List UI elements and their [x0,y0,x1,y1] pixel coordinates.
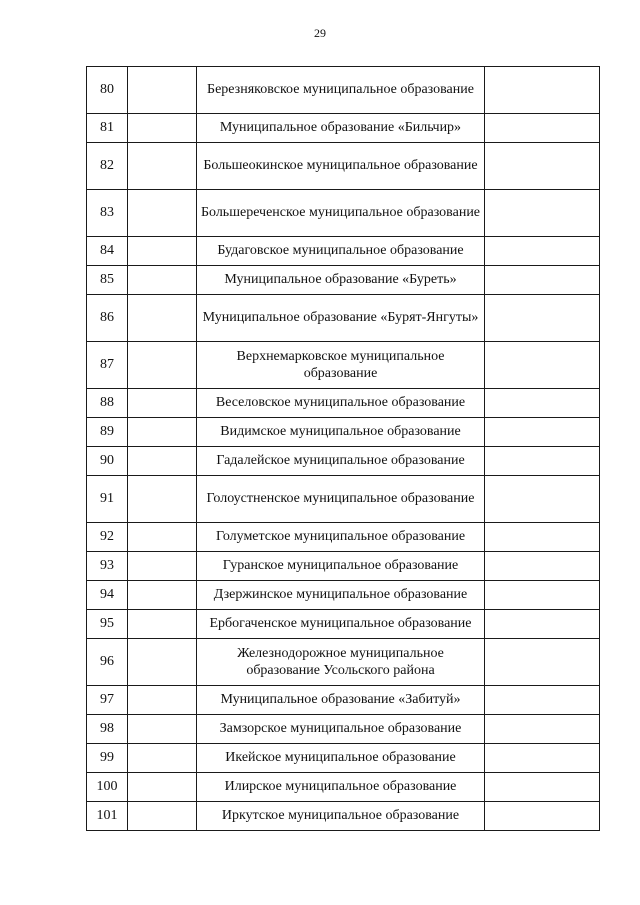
municipality-name-cell: Голуметское муниципальное образование [197,523,485,552]
row-number-cell: 95 [87,610,128,639]
row-number-cell: 82 [87,143,128,190]
empty-cell [485,744,600,773]
empty-cell [128,418,197,447]
empty-cell [485,610,600,639]
table-row [87,266,600,295]
row-number-cell: 88 [87,389,128,418]
municipality-name-cell: Муниципальное образование «Бурят-Янгуты» [197,295,485,342]
row-number-cell: 81 [87,114,128,143]
row-number-cell: 96 [87,639,128,686]
row-number-cell: 100 [87,773,128,802]
empty-cell [485,143,600,190]
municipality-name-cell: Ербогаченское муниципальное образование [197,610,485,639]
row-number-cell: 98 [87,715,128,744]
table-row [87,744,600,773]
municipality-name-cell: Большереченское муниципальное образование [197,190,485,237]
table-row [87,143,600,190]
empty-cell [128,114,197,143]
empty-cell [485,773,600,802]
municipality-table [86,66,600,831]
municipality-name-cell: Голоустненское муниципальное образование [197,476,485,523]
row-number-cell: 84 [87,237,128,266]
empty-cell [485,476,600,523]
table-row [87,389,600,418]
municipality-name-cell: Муниципальное образование «Буреть» [197,266,485,295]
row-number-cell: 94 [87,581,128,610]
row-number-cell: 87 [87,342,128,389]
empty-cell [128,266,197,295]
row-number-cell: 92 [87,523,128,552]
table-row [87,190,600,237]
empty-cell [485,114,600,143]
municipality-name-cell: Гадалейское муниципальное образование [197,447,485,476]
empty-cell [485,639,600,686]
municipality-name-cell: Железнодорожное муниципальное образование Усольского района [197,639,485,686]
empty-cell [128,686,197,715]
table-row [87,237,600,266]
table-row [87,773,600,802]
page-number: 29 [314,26,326,40]
empty-cell [128,523,197,552]
municipality-name-cell: Замзорское муниципальное образование [197,715,485,744]
empty-cell [485,266,600,295]
table-row [87,639,600,686]
municipality-name-cell: Веселовское муниципальное образование [197,389,485,418]
table-row [87,476,600,523]
empty-cell [128,237,197,266]
table-row [87,610,600,639]
municipality-name-cell: Верхнемарковское муниципальное образование [197,342,485,389]
empty-cell [128,802,197,831]
empty-cell [128,610,197,639]
empty-cell [128,744,197,773]
empty-cell [128,190,197,237]
municipality-name-cell: Илирское муниципальное образование [197,773,485,802]
municipality-name-cell: Гуранское муниципальное образование [197,552,485,581]
empty-cell [485,342,600,389]
table-row [87,581,600,610]
table-row [87,114,600,143]
row-number-cell: 93 [87,552,128,581]
table-row [87,447,600,476]
municipality-name-cell: Муниципальное образование «Бильчир» [197,114,485,143]
table-row [87,295,600,342]
empty-cell [485,686,600,715]
empty-cell [128,447,197,476]
row-number-cell: 86 [87,295,128,342]
empty-cell [485,802,600,831]
empty-cell [128,342,197,389]
empty-cell [128,715,197,744]
row-number-cell: 85 [87,266,128,295]
municipality-name-cell: Иркутское муниципальное образование [197,802,485,831]
row-number-cell: 90 [87,447,128,476]
municipality-name-cell: Большеокинское муниципальное образование [197,143,485,190]
empty-cell [128,295,197,342]
empty-cell [128,389,197,418]
table-row [87,715,600,744]
empty-cell [128,476,197,523]
table-row [87,552,600,581]
row-number-cell: 89 [87,418,128,447]
row-number-cell: 97 [87,686,128,715]
row-number-cell: 99 [87,744,128,773]
table-row [87,418,600,447]
empty-cell [128,143,197,190]
row-number-cell: 80 [87,67,128,114]
row-number-cell: 83 [87,190,128,237]
empty-cell [485,389,600,418]
municipality-name-cell: Березняковское муниципальное образование [197,67,485,114]
row-number-cell: 91 [87,476,128,523]
empty-cell [485,523,600,552]
table-row [87,342,600,389]
table-row [87,686,600,715]
empty-cell [485,581,600,610]
table-row [87,523,600,552]
table-row [87,802,600,831]
empty-cell [128,639,197,686]
table-row [87,67,600,114]
empty-cell [128,552,197,581]
municipality-name-cell: Дзержинское муниципальное образование [197,581,485,610]
municipality-name-cell: Икейское муниципальное образование [197,744,485,773]
empty-cell [128,67,197,114]
empty-cell [485,552,600,581]
empty-cell [485,67,600,114]
empty-cell [128,581,197,610]
municipality-name-cell: Видимское муниципальное образование [197,418,485,447]
empty-cell [485,295,600,342]
table-body [87,67,600,831]
empty-cell [485,447,600,476]
empty-cell [485,715,600,744]
empty-cell [128,773,197,802]
row-number-cell: 101 [87,802,128,831]
empty-cell [485,237,600,266]
municipality-name-cell: Будаговское муниципальное образование [197,237,485,266]
municipality-name-cell: Муниципальное образование «Забитуй» [197,686,485,715]
empty-cell [485,418,600,447]
empty-cell [485,190,600,237]
